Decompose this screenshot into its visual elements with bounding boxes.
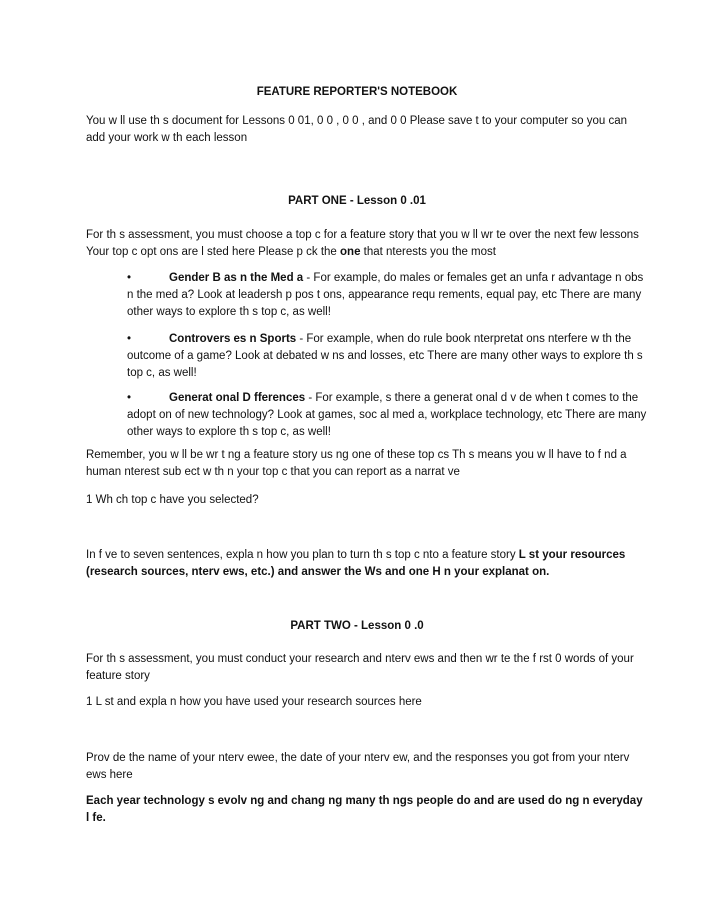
- topic-title: Controvers es n Sports: [169, 333, 297, 345]
- part-one-intro-emphasis: one: [340, 246, 361, 258]
- topic-title: Generat onal D fferences: [169, 392, 306, 404]
- page-title: FEATURE REPORTER'S NOTEBOOK: [256, 86, 458, 98]
- bullet-icon: •: [127, 272, 132, 284]
- student-answer: Each year technology s evolv ng and chang ng many th ngs people do and are used do ng n everyday l fe.: [86, 795, 643, 824]
- part-two-intro: For th s assessment, you must conduct your research and nterv ews and then wr te the f rst 0 words of your feature story: [86, 653, 634, 682]
- part-two-heading: PART TWO - Lesson 0 .0: [290, 620, 424, 632]
- question-2-emphasis: L st your resources (research sources, nterv ews, etc.) and answer the Ws and one H n your explanat on.: [86, 549, 626, 578]
- part-one-question-1: 1 Wh ch top c have you selected?: [86, 494, 259, 506]
- bullet-icon: •: [127, 333, 132, 345]
- part-one-intro-text: For th s assessment, you must choose a top c for a feature story that you w ll wr te over the next few lessons Your top c opt ons are l sted here Please p ck the: [86, 229, 639, 258]
- part-one-heading: PART ONE - Lesson 0 .01: [288, 195, 426, 207]
- part-two-question-1: 1 L st and expla n how you have used your research sources here: [86, 696, 422, 708]
- part-one-intro: [86, 227, 646, 261]
- topic-description: - For example, s there a generat onal d v de when t comes to the adopt on of new technology? Look at games, soc al med a, workplace technology, etc There are many other ways to explore th s top c, as well!: [127, 392, 647, 438]
- topic-title: Gender B as n the Med a: [169, 272, 304, 284]
- topic-description: - For example, do males or females get an unfa r advantage n obs n the med a? Look at leadersh p pos t ons, appearance requ rements, equal pay, etc There are many other ways to explore th s top c, as well!: [127, 272, 644, 318]
- part-one-intro-text-end: that nterests you the most: [360, 246, 496, 258]
- part-two-question-2: Prov de the name of your nterv ewee, the date of your nterv ew, and the responses you got from your nterv ews here: [86, 752, 630, 781]
- topic-bullet-gender: [127, 270, 647, 321]
- bullet-icon: •: [127, 392, 132, 404]
- topic-description: - For example, when do rule book nterpretat ons nterfere w th the outcome of a game? Look at debated w ns and losses, etc There are many other ways to explore th s top c, as well!: [127, 333, 643, 379]
- part-one-question-2: [86, 547, 646, 581]
- intro-paragraph: You w ll use th s document for Lessons 0 01, 0 0 , 0 0 , and 0 0 Please save t to your computer so you can add your work w th each lesson: [86, 115, 628, 144]
- topic-bullet-generational: [127, 390, 647, 441]
- topic-bullet-sports: [127, 331, 647, 382]
- question-2-text: In f ve to seven sentences, expla n how you plan to turn th s top c nto a feature story: [86, 549, 519, 561]
- remember-paragraph: Remember, you w ll be wr t ng a feature story us ng one of these top cs Th s means you w ll have to f nd a human nterest sub ect w th n your top c that you can report as a narrat ve: [86, 449, 627, 478]
